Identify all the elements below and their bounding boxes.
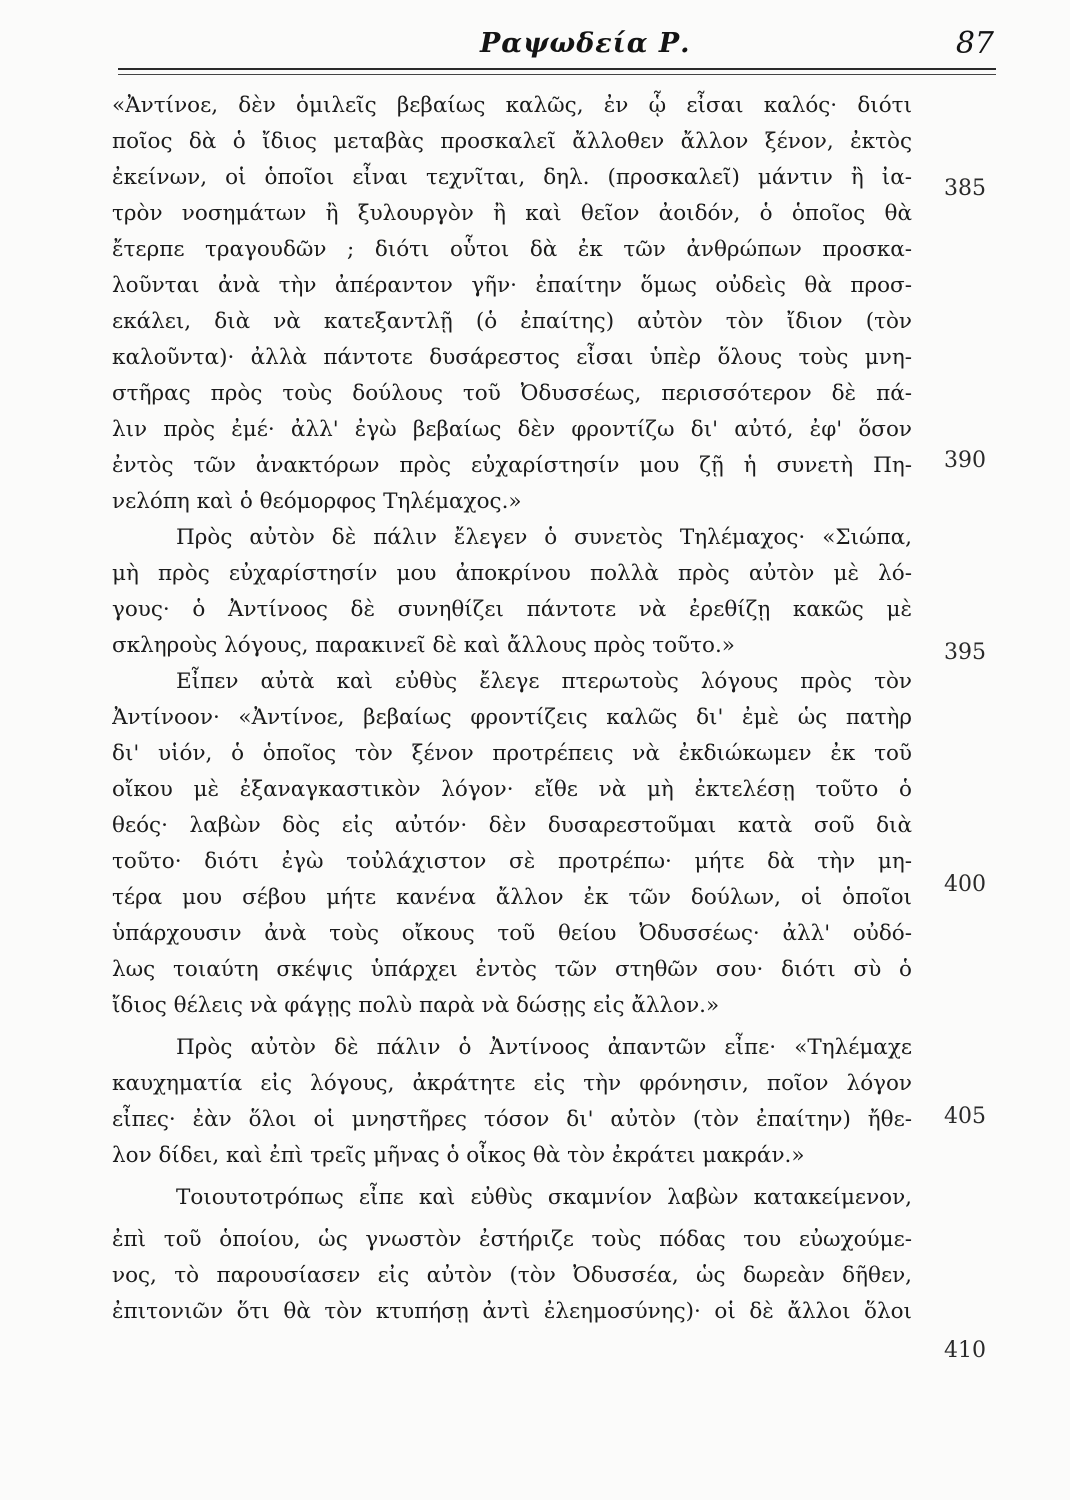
- text-line: θεός· λαβὼν δὸς εἰς αὐτόν· δὲν δυσαρεστοῦμαι κατὰ σοῦ διὰ: [112, 813, 912, 838]
- text-line: καλοῦντα)· ἀλλὰ πάντοτε δυσάρεστος εἶσαι ὑπὲρ ὅλους τοὺς μνη-: [112, 345, 912, 370]
- verse-number: 395: [944, 640, 986, 665]
- text-line: ἐκείνων, οἱ ὁποῖοι εἶναι τεχνῖται, δηλ. (προσκαλεῖ) μάντιν ἢ ἰα-: [112, 165, 912, 190]
- text-line: Ἀντίνοον· «Ἀντίνοε, βεβαίως φροντίζεις καλῶς δι' ἐμὲ ὡς πατὴρ: [112, 705, 912, 730]
- text-line: νελόπη καὶ ὁ θεόμορφος Τηλέμαχος.»: [112, 489, 522, 514]
- verse-number: 390: [944, 448, 986, 473]
- verse-number: 400: [944, 872, 986, 897]
- text-line: ἐπιτονιῶν ὅτι θὰ τὸν κτυπήσῃ ἀντὶ ἐλεημοσύνης)· οἱ δὲ ἄλλοι ὅλοι: [112, 1299, 912, 1324]
- text-line: Τοιουτοτρόπως εἶπε καὶ εὐθὺς σκαμνίον λαβὼν κατακείμενον,: [176, 1185, 912, 1210]
- text-line: τέρα μου σέβου μήτε κανένα ἄλλον ἐκ τῶν δούλων, οἱ ὁποῖοι: [112, 885, 912, 910]
- text-line: Εἶπεν αὐτὰ καὶ εὐθὺς ἔλεγε πτερωτοὺς λόγους πρὸς τὸν: [176, 669, 912, 694]
- text-line: τρὸν νοσημάτων ἢ ξυλουργὸν ἢ καὶ θεῖον ἀοιδόν, ὁ ὁποῖος θὰ: [112, 201, 912, 226]
- text-line: Πρὸς αὐτὸν δὲ πάλιν ὁ Ἀντίνοος ἀπαντῶν εἶπε· «Τηλέμαχε: [176, 1035, 912, 1060]
- running-title: Ραψωδεία Ρ.: [480, 28, 691, 59]
- verse-number: 410: [944, 1338, 986, 1363]
- text-line: ἐντὸς τῶν ἀνακτόρων πρὸς εὐχαρίστησίν μου ζῇ ἡ συνετὴ Πη-: [112, 453, 912, 478]
- text-line: οἴκου μὲ ἐξαναγκαστικὸν λόγον· εἴθε νὰ μὴ ἐκτελέσῃ τοῦτο ὁ: [112, 777, 912, 802]
- text-line: στῆρας πρὸς τοὺς δούλους τοῦ Ὀδυσσέως, περισσότερον δὲ πά-: [112, 381, 912, 406]
- text-line: ὑπάρχουσιν ἀνὰ τοὺς οἴκους τοῦ θείου Ὀδυσσέως· ἀλλ' οὐδό-: [112, 921, 912, 946]
- text-line: καυχηματία εἰς λόγους, ἀκράτητε εἰς τὴν φρόνησιν, ποῖον λόγον: [112, 1071, 912, 1096]
- text-line: ἴδιος θέλεις νὰ φάγῃς πολὺ παρὰ νὰ δώσῃς εἰς ἄλλον.»: [112, 993, 720, 1018]
- text-line: ἐπὶ τοῦ ὁποίου, ὡς γνωστὸν ἐστήριζε τοὺς πόδας του εὐωχούμε-: [112, 1227, 912, 1252]
- text-line: λιν πρὸς ἐμέ· ἀλλ' ἐγὼ βεβαίως δὲν φροντίζω δι' αὐτό, ἐφ' ὅσον: [112, 417, 912, 442]
- text-line: σκληροὺς λόγους, παρακινεῖ δὲ καὶ ἄλλους πρὸς τοῦτο.»: [112, 633, 735, 658]
- text-line: μὴ πρὸς εὐχαρίστησίν μου ἀποκρίνου πολλὰ πρὸς αὐτὸν μὲ λό-: [112, 561, 912, 586]
- text-line: εἶπες· ἐὰν ὅλοι οἱ μνηστῆρες τόσον δι' αὐτὸν (τὸν ἐπαίτην) ἤθε-: [112, 1107, 912, 1132]
- text-line: εκάλει, διὰ νὰ κατεξαντλῇ (ὁ ἐπαίτης) αὐτὸν τὸν ἴδιον (τὸν: [112, 309, 912, 334]
- page-header: [118, 24, 998, 72]
- text-line: τοῦτο· διότι ἐγὼ τοὐλάχιστον σὲ προτρέπω· μήτε δὰ τὴν μη-: [112, 849, 912, 874]
- text-line: λως τοιαύτη σκέψις ὑπάρχει ἐντὸς τῶν στηθῶν σου· διότι σὺ ὁ: [112, 957, 912, 982]
- text-line: Πρὸς αὐτὸν δὲ πάλιν ἔλεγεν ὁ συνετὸς Τηλέμαχος· «Σιώπα,: [176, 525, 912, 550]
- header-rule-thin: [118, 74, 996, 75]
- text-line: λον δίδει, καὶ ἐπὶ τρεῖς μῆνας ὁ οἶκος θὰ τὸν ἐκράτει μακράν.»: [112, 1143, 805, 1168]
- text-line: δι' υἱόν, ὁ ὁποῖος τὸν ξένον προτρέπεις νὰ ἐκδιώκωμεν ἐκ τοῦ: [112, 741, 912, 766]
- header-rule: [118, 68, 996, 70]
- text-line: «Ἀντίνοε, δὲν ὁμιλεῖς βεβαίως καλῶς, ἐν ᾧ εἶσαι καλός· διότι: [112, 93, 912, 118]
- text-line: ποῖος δὰ ὁ ἴδιος μεταβὰς προσκαλεῖ ἄλλοθεν ἄλλον ξένον, ἐκτὸς: [112, 129, 912, 154]
- verse-number: 385: [944, 176, 986, 201]
- page-number: 87: [955, 26, 994, 61]
- text-line: λοῦνται ἀνὰ τὴν ἀπέραντον γῆν· ἐπαίτην ὅμως οὐδεὶς θὰ προσ-: [112, 273, 912, 298]
- text-line: ἔτερπε τραγουδῶν ; διότι οὗτοι δὰ ἐκ τῶν ἀνθρώπων προσκα-: [112, 237, 912, 262]
- verse-number: 405: [944, 1104, 986, 1129]
- text-line: νος, τὸ παρουσίασεν εἰς αὐτὸν (τὸν Ὀδυσσέα, ὡς δωρεὰν δῆθεν,: [112, 1263, 912, 1288]
- text-line: γους· ὁ Ἀντίνοος δὲ συνηθίζει πάντοτε νὰ ἐρεθίζῃ κακῶς μὲ: [112, 597, 912, 622]
